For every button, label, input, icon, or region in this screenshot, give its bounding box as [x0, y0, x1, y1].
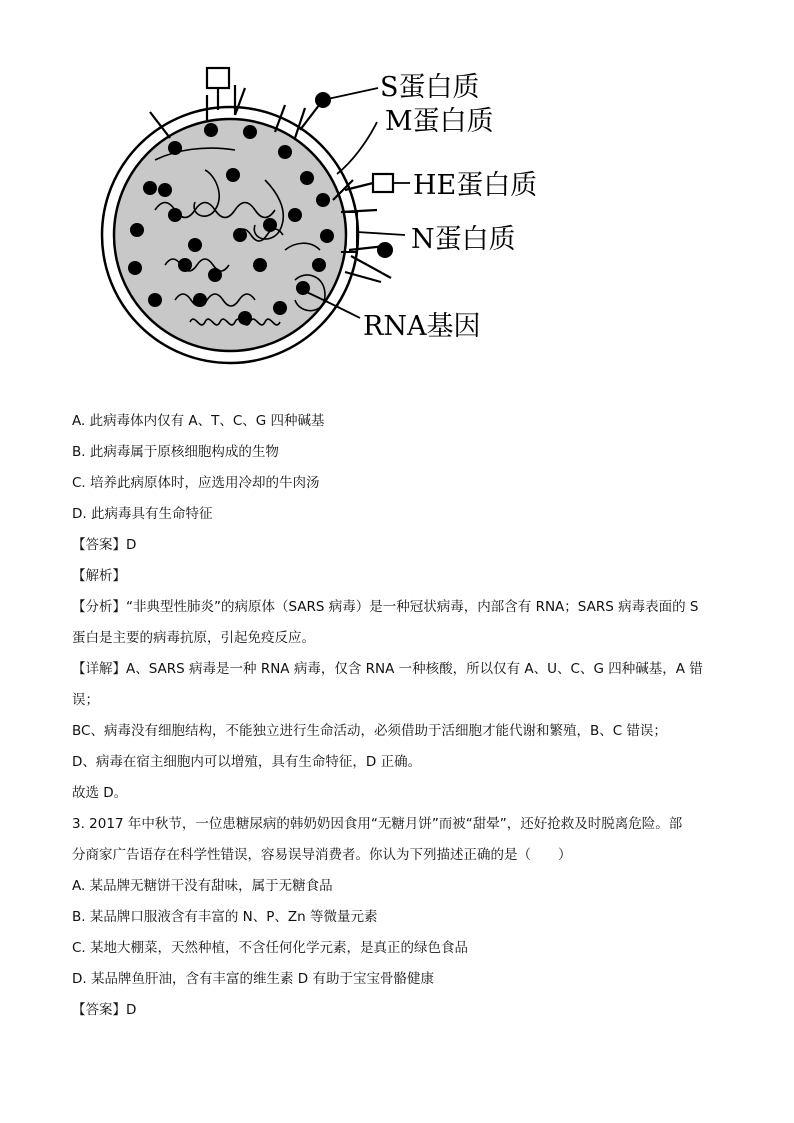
q3-option-d: D. 某品牌鱼肝油，含有丰富的维生素 D 有助于宝宝骨骼健康 — [72, 971, 434, 987]
q2-answer: 【答案】D — [72, 537, 137, 553]
fenxi-line-2: 蛋白是主要的病毒抗原，引起免疫反应。 — [72, 630, 315, 646]
label-he-protein: HE蛋白质 — [413, 170, 538, 201]
label-s-protein: S蛋白质 — [380, 72, 480, 103]
label-rna-gene: RNA基因 — [363, 311, 481, 342]
d-explanation: D、病毒在宿主细胞内可以增殖，具有生命特征，D 正确。 — [72, 754, 422, 770]
analysis-title: 解析 — [85, 568, 113, 584]
bc-explanation: BC、病毒没有细胞结构，不能独立进行生命活动，必须借助于活细胞才能代谢和繁殖，B、C 错误； — [72, 723, 667, 739]
q2-option-c: C. 培养此病原体时，应选用冷却的牛肉汤 — [72, 475, 320, 491]
virus-core — [114, 119, 346, 351]
label-m-protein: M蛋白质 — [385, 106, 494, 137]
q3-stem-line-1: 3. 2017 年中秋节，一位患糖尿病的韩奶奶因食用“无糖月饼”而被“甜晕”，还好抢救及时脱离危险。部 — [72, 816, 683, 832]
q3-option-c: C. 某地大棚菜，天然种植，不含任何化学元素，是真正的绿色食品 — [72, 940, 469, 956]
he-protein-square — [373, 174, 393, 192]
q3-option-a: A. 某品牌无糖饼干没有甜味，属于无糖食品 — [72, 878, 333, 894]
label-n-protein: N蛋白质 — [411, 224, 516, 255]
conclusion: 故选 D。 — [72, 785, 128, 801]
he-protein-top — [207, 68, 229, 88]
xiangjie-line-1: 【详解】A、SARS 病毒是一种 RNA 病毒，仅含 RNA 一种核酸，所以仅有 A、U、C、G 四种碱基，A 错 — [72, 661, 703, 677]
xiangjie-line-2: 误； — [72, 692, 99, 708]
lower-protein-dot — [377, 242, 393, 258]
q2-option-d: D. 此病毒具有生命特征 — [72, 506, 213, 522]
q2-option-a: A. 此病毒体内仅有 A、T、C、G 四种碱基 — [72, 413, 325, 429]
q3-stem-line-2: 分商家广告语存在科学性错误，容易误导消费者。你认为下列描述正确的是（ ） — [72, 847, 572, 863]
q2-option-b: B. 此病毒属于原核细胞构成的生物 — [72, 444, 279, 460]
q3-answer: 【答案】D — [72, 1002, 137, 1018]
virus-diagram — [95, 60, 575, 390]
virus-illustration — [95, 60, 575, 390]
analysis-heading: 【解析】 — [72, 568, 126, 584]
q3-option-b: B. 某品牌口服液含有丰富的 N、P、Zn 等微量元素 — [72, 909, 378, 925]
fenxi-line-1: 【分析】“非典型性肺炎”的病原体（SARS 病毒）是一种冠状病毒，内部含有 RNA；SARS 病毒表面的 S — [72, 599, 699, 615]
